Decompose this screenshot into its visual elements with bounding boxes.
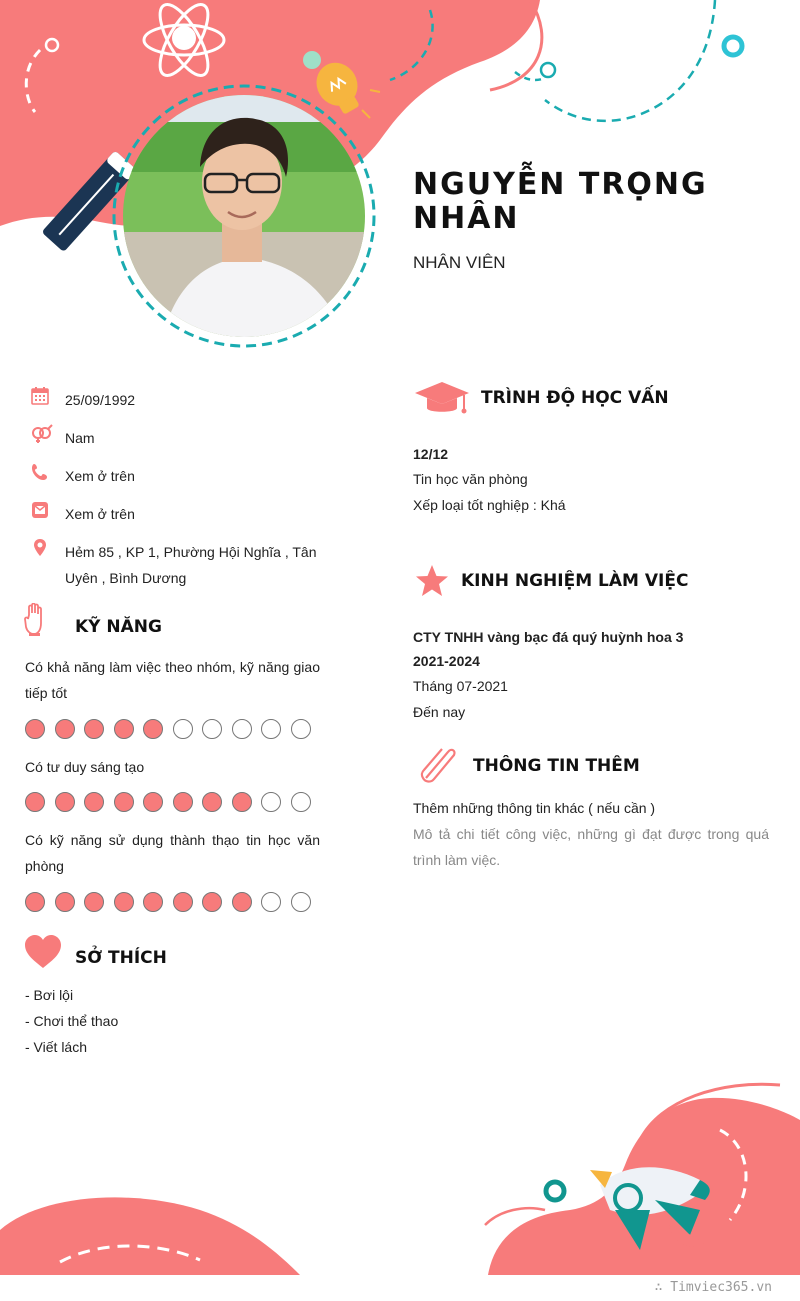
footer-brand: ∴ Timviec365.vn (654, 1280, 772, 1295)
birthday-value: 25/09/1992 (65, 392, 136, 408)
rating-dot-filled (143, 792, 163, 812)
birthday-row (30, 386, 320, 412)
rating-dot-filled (143, 719, 163, 739)
rating-dot-filled (173, 892, 193, 912)
address-row (30, 538, 320, 590)
footer-decoration (0, 1060, 800, 1301)
education-level: 12/12 (413, 446, 449, 462)
experience-period: 2021-2024 (413, 653, 480, 669)
rating-dot-filled (55, 892, 75, 912)
gender-row (30, 424, 320, 450)
graduation-cap-icon (414, 380, 470, 416)
experience-title: KINH NGHIỆM LÀM VIỆC (461, 571, 689, 591)
experience-company: CTY TNHH vàng bạc đá quý huỳnh hoa 3 (413, 629, 684, 645)
rating-dot-filled (25, 892, 45, 912)
hobbies-title: SỞ THÍCH (75, 948, 167, 968)
envelope-icon (30, 500, 50, 520)
calendar-icon (30, 386, 50, 406)
rating-dot-filled (114, 719, 134, 739)
rating-dot-filled (202, 892, 222, 912)
rating-dot-filled (84, 892, 104, 912)
rating-dot-filled (114, 792, 134, 812)
hobby-item-3: - Viết lách (25, 1039, 87, 1055)
phone-row (30, 462, 320, 488)
rating-dot-filled (202, 792, 222, 812)
rating-dot-empty (291, 892, 311, 912)
rating-dot-empty (232, 719, 252, 739)
hand-icon (24, 603, 48, 637)
gender-value: Nam (65, 430, 95, 446)
rating-dot-empty (202, 719, 222, 739)
education-title: TRÌNH ĐỘ HỌC VẤN (481, 388, 669, 408)
additional-heading: Thêm những thông tin khác ( nếu cần ) (413, 800, 656, 816)
rating-dot-filled (25, 719, 45, 739)
rating-dot-empty (261, 892, 281, 912)
experience-end: Đến nay (413, 704, 466, 720)
email-value: Xem ở trên (65, 506, 135, 522)
rating-dot-empty (291, 719, 311, 739)
rating-dot-filled (55, 719, 75, 739)
rating-dot-filled (84, 792, 104, 812)
address-value: Hẻm 85 , KP 1, Phường Hội Nghĩa , Tân Uyên , Bình Dương (65, 544, 317, 586)
phone-icon (30, 462, 50, 482)
education-grade: Xếp loại tốt nghiệp : Khá (413, 497, 566, 513)
rating-dot-empty (173, 719, 193, 739)
skill-rating-1 (25, 719, 325, 741)
additional-title: THÔNG TIN THÊM (473, 756, 640, 776)
star-icon (415, 564, 449, 597)
rating-dot-filled (114, 892, 134, 912)
location-pin-icon (30, 538, 50, 558)
skill-text-1: Có khả năng làm việc theo nhóm, kỹ năng giao tiếp tốt (25, 659, 320, 701)
rating-dot-filled (143, 892, 163, 912)
avatar (110, 82, 378, 350)
experience-start: Tháng 07-2021 (413, 678, 508, 694)
rating-dot-empty (261, 792, 281, 812)
skill-text-2: Có tư duy sáng tạo (25, 759, 145, 775)
candidate-name: NGUYỄN TRỌNG NHÂN (413, 167, 708, 236)
atom-icon (140, 0, 228, 84)
rating-dot-filled (232, 892, 252, 912)
hobby-item-2: - Chơi thể thao (25, 1013, 119, 1029)
heart-icon (24, 935, 62, 969)
phone-value: Xem ở trên (65, 468, 135, 484)
rating-dot-filled (84, 719, 104, 739)
skills-title: KỸ NĂNG (75, 617, 162, 637)
additional-description: Mô tả chi tiết công việc, những gì đạt được trong quá trình làm việc. (413, 826, 769, 868)
paperclip-icon (414, 744, 460, 786)
skill-text-3: Có kỹ năng sử dụng thành thạo tin học văn phòng (25, 832, 320, 874)
hobby-item-1: - Bơi lội (25, 987, 74, 1003)
rating-dot-filled (173, 792, 193, 812)
skill-rating-3 (25, 892, 325, 914)
rating-dot-filled (232, 792, 252, 812)
gender-icon (30, 424, 54, 444)
rating-dot-filled (25, 792, 45, 812)
job-title: NHÂN VIÊN (413, 253, 506, 272)
rating-dot-empty (261, 719, 281, 739)
email-row (30, 500, 320, 526)
rating-dot-filled (55, 792, 75, 812)
skill-rating-2 (25, 792, 325, 814)
education-course: Tin học văn phòng (413, 471, 528, 487)
rating-dot-empty (291, 792, 311, 812)
